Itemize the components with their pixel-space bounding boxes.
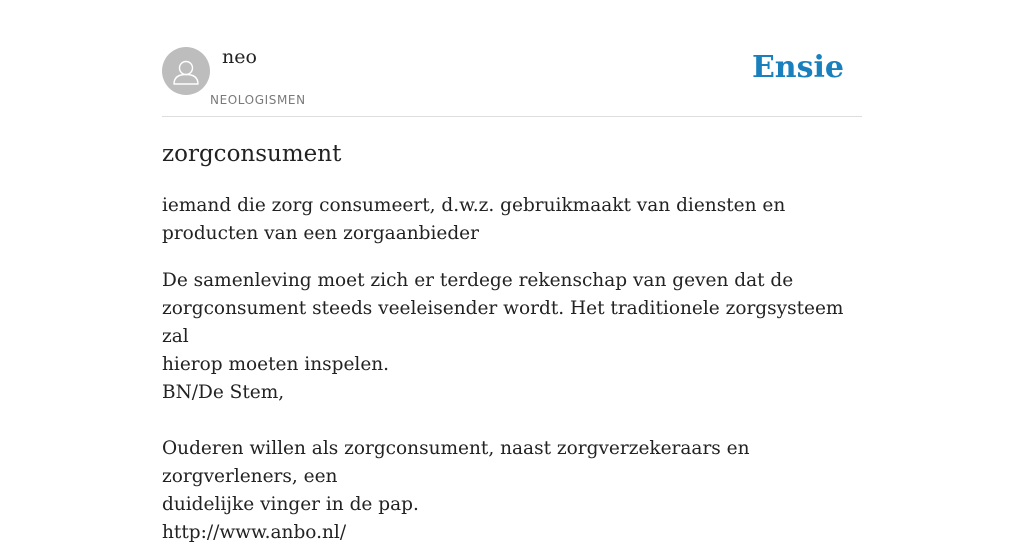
page [162,0,862,543]
example-1-line-1: De samenleving moet zich er terdege rekenschap van geven dat de [162,270,794,291]
example-2-line-2: duidelijke vinger in de pap. [162,494,419,515]
avatar[interactable] [162,47,210,95]
entry-definition: iemand die zorg consumeert, d.w.z. gebruikmaakt van diensten en producten van een zorgaanbieder [162,195,786,244]
example-2-line-1: Ouderen willen als zorgconsument, naast zorgverzekeraars en zorgverleners, een [162,438,750,487]
category-label[interactable]: NEOLOGISMEN [210,93,306,107]
example-2-source: http://www.anbo.nl/ [162,522,347,543]
example-spacer [162,407,862,435]
example-1-line-3: hierop moeten inspelen. [162,354,390,375]
header [162,0,862,117]
entry-examples [162,267,862,547]
username[interactable]: neo [222,46,257,68]
ensie-logo[interactable]: Ensie [751,50,844,85]
user-silhouette-icon [162,47,210,95]
example-1-source: BN/De Stem, [162,382,285,403]
entry-content [162,138,862,547]
entry-word: zorgconsument [162,141,342,167]
example-1-line-2: zorgconsument steeds veeleisender wordt. Het traditionele zorgsysteem zal [162,298,844,347]
